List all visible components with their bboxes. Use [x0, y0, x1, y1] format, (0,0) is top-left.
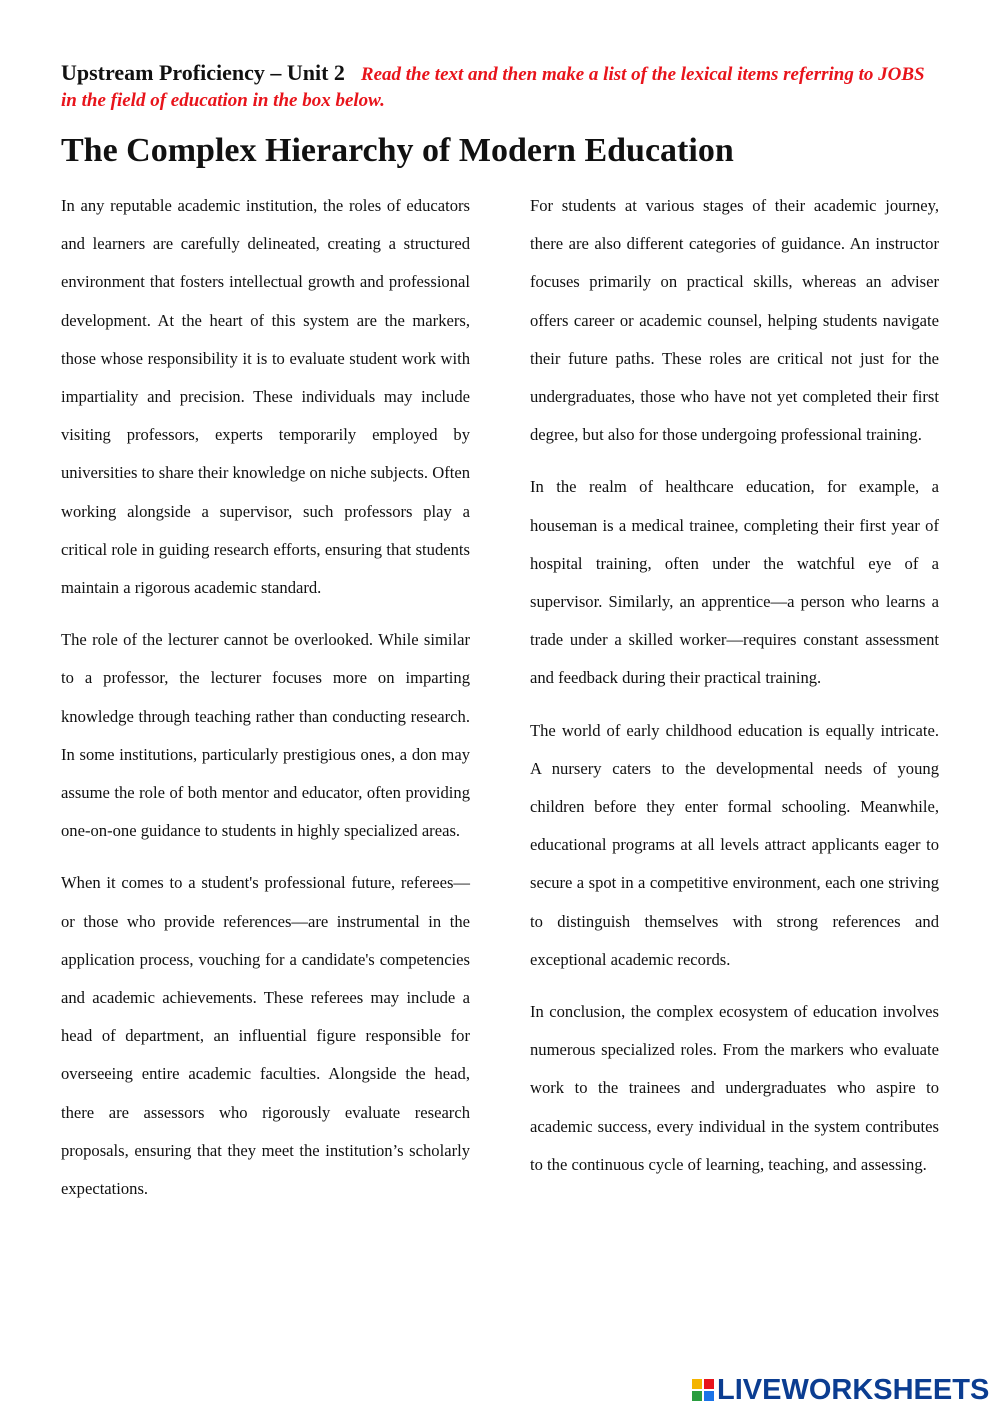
liveworksheets-logo[interactable]: [692, 1373, 989, 1407]
paragraph: The role of the lecturer cannot be overlooked. While similar to a professor, the lecturer focuses more on imparting knowledge through teaching rather than conducting research. In some institutions, particularly prestigious ones, a don may assume the role of both mentor and educator, often providing one-on-one guidance to students in highly specialized areas.: [61, 630, 470, 841]
paragraph: The world of early childhood education is equally intricate. A nursery caters to the developmental needs of young children before they enter formal schooling. Meanwhile, educational programs at all levels attract applicants eager to secure a spot in a competitive environment, each one striving to distinguish themselves with strong references and exceptional academic records.: [530, 720, 939, 969]
logo-square: [704, 1379, 714, 1389]
logo-square: [692, 1379, 702, 1389]
unit-label: Upstream Proficiency – Unit 2: [61, 60, 345, 85]
paragraph: For students at various stages of their academic journey, there are also different categories of guidance. An instructor focuses primarily on practical skills, whereas an adviser offers career or academic counsel, helping students navigate their future paths. These roles are critical not just for the undergraduates, those who have not yet completed their first degree, but also for those undergoing professional training.: [530, 196, 939, 445]
paragraph: In conclusion, the complex ecosystem of education involves numerous specialized roles. From the markers who evaluate work to the trainees and undergraduates who aspire to academic success, every individual in the system contributes to the continuous cycle of learning, teaching, and assessing.: [530, 1002, 939, 1174]
logo-square: [704, 1391, 714, 1401]
paragraph: When it comes to a student's professional future, referees—or those who provide references—are instrumental in the application process, vouching for a candidate's competencies and academic achievements. These referees may include a head of department, an influential figure responsible for overseeing entire academic faculties. Alongside the head, there are assessors who rigorously evaluate research proposals, ensuring that they meet the institution’s scholarly expectations.: [61, 873, 470, 1199]
paragraph: In any reputable academic institution, the roles of educators and learners are carefully delineated, creating a structured environment that fosters intellectual growth and professional development. At the heart of this system are the markers, those whose responsibility it is to evaluate student work with impartiality and precision. These individuals may include visiting professors, experts temporarily employed by universities to share their knowledge on niche subjects. Often working alongside a supervisor, such professors play a critical role in guiding research efforts, ensuring that students maintain a rigorous academic standard.: [61, 196, 470, 598]
liveworksheets-logo-icon: [692, 1379, 714, 1401]
instruction-text: Read the text and then make a list of the lexical items referring to JOBS in the field of education in the box below.: [61, 64, 925, 111]
paragraph: In the realm of healthcare education, for example, a houseman is a medical trainee, completing their first year of hospital training, often under the watchful eye of a supervisor. Similarly, an apprentice—a person who learns a trade under a skilled worker—requires constant assessment and feedback during their practical training.: [530, 477, 939, 688]
page-title: The Complex Hierarchy of Modern Education: [61, 132, 734, 169]
logo-square: [692, 1391, 702, 1401]
right-column: [530, 187, 939, 1198]
left-column: [61, 187, 470, 1222]
logo-text: LIVEWORKSHEETS: [717, 1373, 990, 1406]
worksheet-header: [61, 60, 941, 114]
